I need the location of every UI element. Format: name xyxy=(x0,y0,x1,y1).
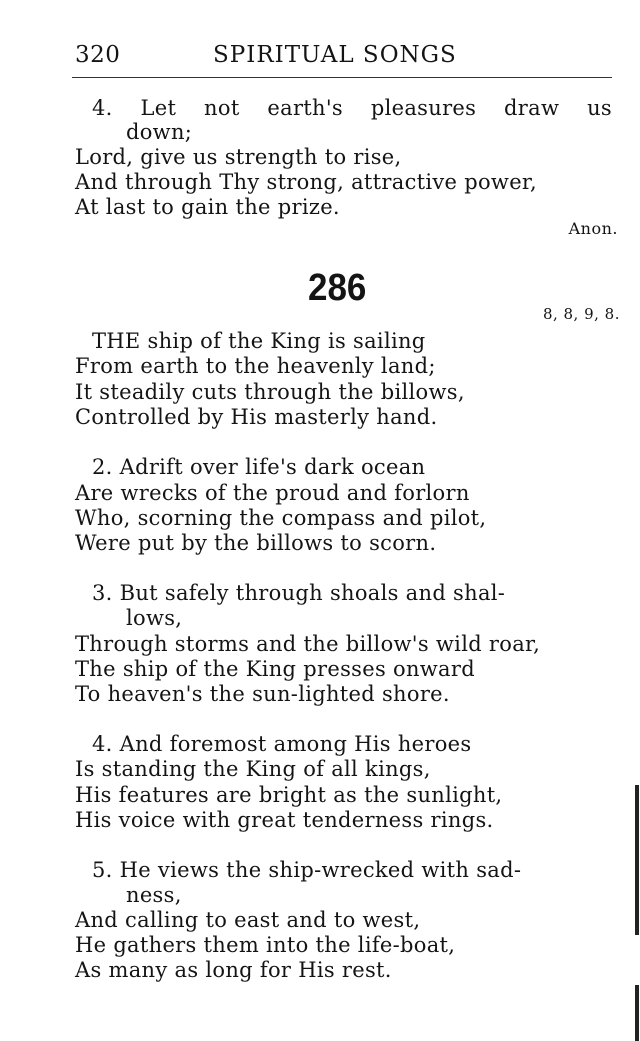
stanza-line: 4. And foremost among His heroes xyxy=(92,732,472,756)
prev-line-2: down; xyxy=(126,120,193,144)
stanza-line: And calling to east and to west, xyxy=(75,908,421,932)
stanza-line: Are wrecks of the proud and forlorn xyxy=(75,481,470,505)
stanza-line: Is standing the King of all kings, xyxy=(75,757,431,781)
stanza-line: Were put by the billows to scorn. xyxy=(75,531,437,555)
stanza-line: From earth to the heavenly land; xyxy=(75,354,436,378)
stanza-line: lows, xyxy=(126,606,183,630)
prev-line-4: And through Thy strong, attractive power, xyxy=(75,170,537,194)
stanza-line: His voice with great tenderness rings. xyxy=(75,808,494,832)
attribution: Anon. xyxy=(568,219,618,238)
stanza-line: THE ship of the King is sailing xyxy=(92,329,426,353)
stanza-line: Controlled by His masterly hand. xyxy=(75,405,438,429)
running-title: SPIRITUAL SONGS xyxy=(213,42,457,68)
header-rule xyxy=(72,77,612,78)
stanza-line: 5. He views the ship-wrecked with sad- xyxy=(92,858,522,882)
stanza-line: As many as long for His rest. xyxy=(75,958,392,982)
stanza-line: The ship of the King presses onward xyxy=(75,657,475,681)
hymn-meter: 8, 8, 9, 8. xyxy=(542,305,620,323)
stanza-line: To heaven's the sun-lighted shore. xyxy=(75,682,450,706)
page-edge-mark xyxy=(635,985,639,1041)
page-number: 320 xyxy=(75,42,121,68)
hymn-number: 286 xyxy=(308,267,367,309)
stanza-line: His features are bright as the sunlight, xyxy=(75,783,503,807)
stanza-line: He gathers them into the life-boat, xyxy=(75,933,456,957)
page-edge-mark xyxy=(635,785,639,935)
stanza-line: 3. But safely through shoals and shal- xyxy=(92,581,506,605)
stanza-line: Through storms and the billow's wild roar, xyxy=(75,632,541,656)
prev-line-5: At last to gain the prize. xyxy=(75,195,340,219)
stanza-line: Who, scorning the compass and pilot, xyxy=(75,506,487,530)
prev-line-1: 4. Let not earth's pleasures draw us xyxy=(92,96,612,120)
stanza-line: 2. Adrift over life's dark ocean xyxy=(92,455,426,479)
stanza-line: It steadily cuts through the billows, xyxy=(75,380,465,404)
stanza-line: ness, xyxy=(126,883,182,907)
prev-line-3: Lord, give us strength to rise, xyxy=(75,145,402,169)
